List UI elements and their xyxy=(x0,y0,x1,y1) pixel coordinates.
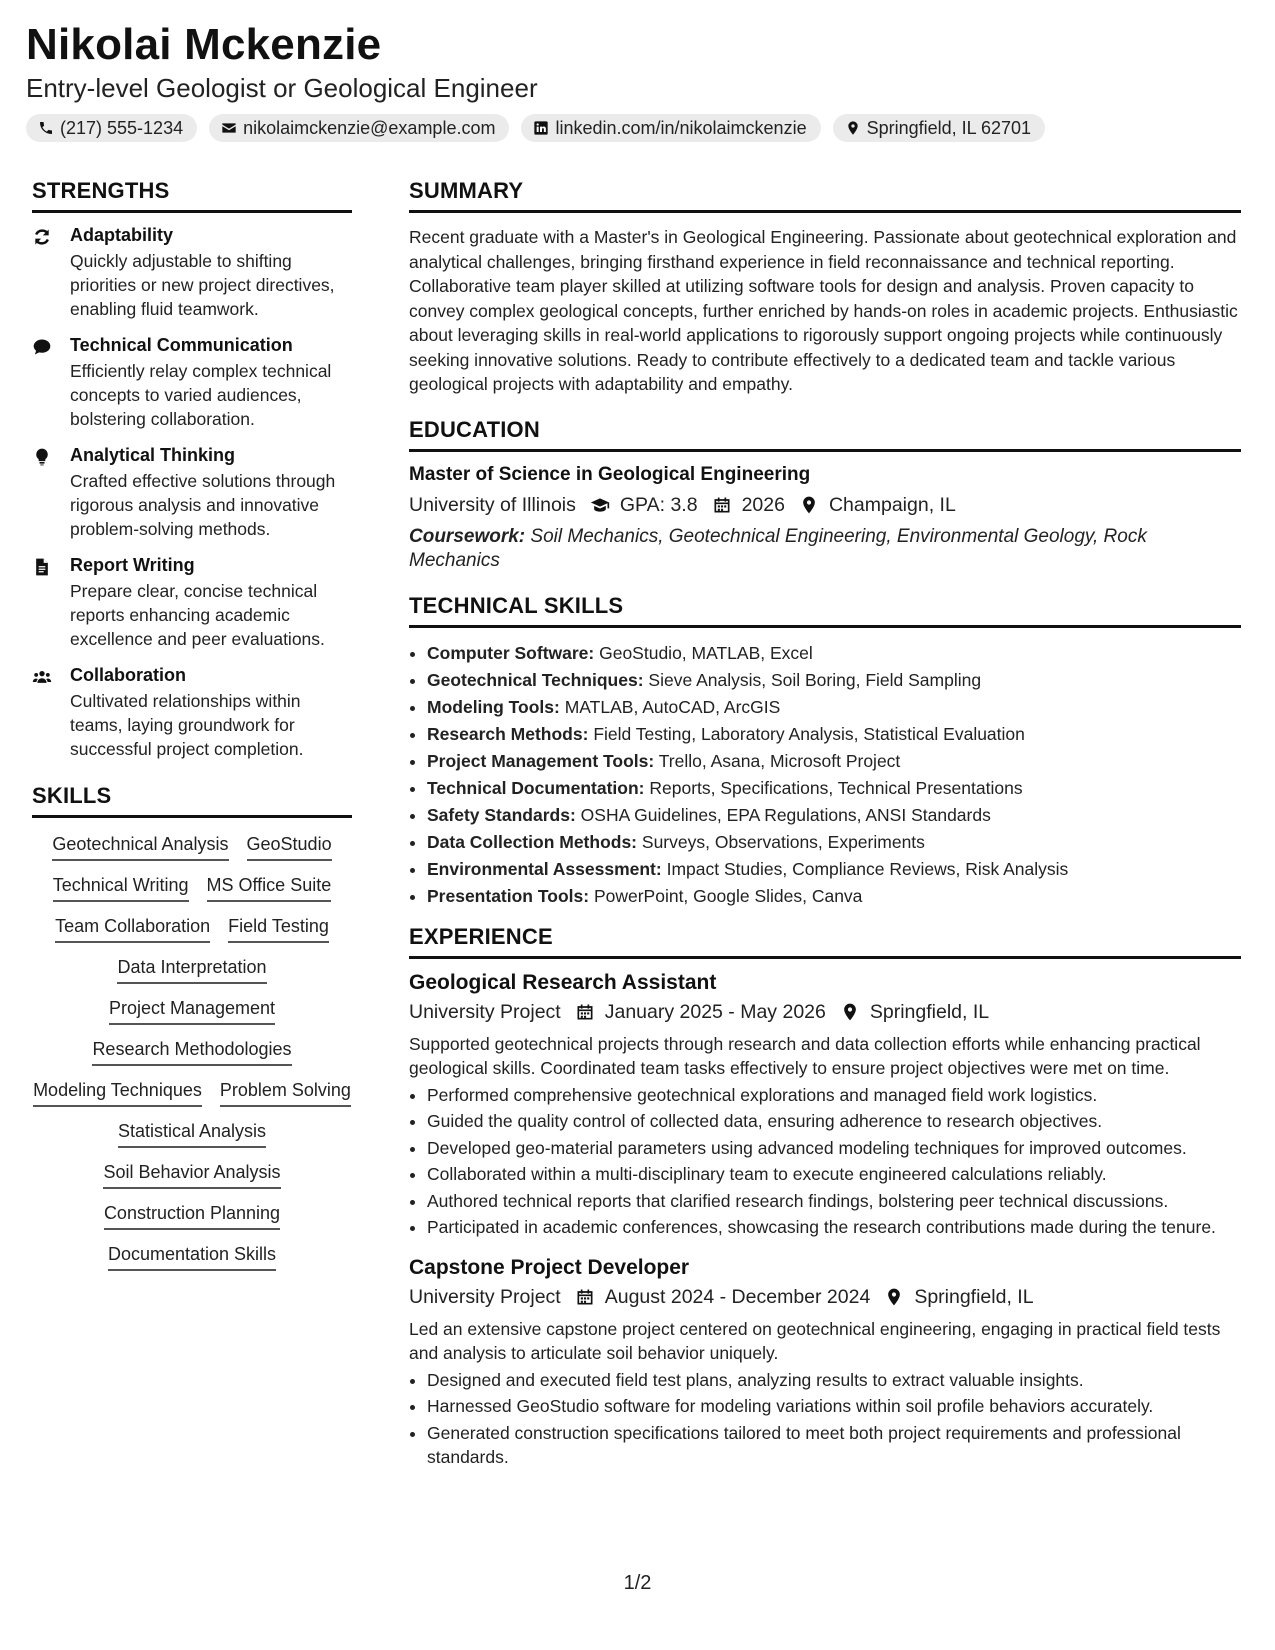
skill-tag: Data Interpretation xyxy=(117,957,266,984)
skill-tag: Modeling Techniques xyxy=(33,1080,202,1107)
job-title: Geological Research Assistant xyxy=(409,970,717,994)
strength-desc: Cultivated relationships within teams, laying groundwork for successful project completion. xyxy=(70,691,304,759)
skill-tag: Documentation Skills xyxy=(108,1244,276,1271)
tech-skill-label: Modeling Tools: xyxy=(427,696,560,717)
strength-item xyxy=(32,555,352,651)
list-item xyxy=(427,694,1241,721)
map-pin-icon xyxy=(884,1287,904,1307)
job-bullets xyxy=(409,1083,1241,1240)
degree-title: Master of Science in Geological Engineering xyxy=(409,463,811,485)
skill-tag: Research Methodologies xyxy=(92,1039,291,1066)
summary-heading: SUMMARY xyxy=(409,178,1241,213)
job-description: Led an extensive capstone project centered on geotechnical engineering, engaging in practical field tests and analysis to articulate soil behavior uniquely. xyxy=(409,1318,1221,1363)
list-item: • Developed geo-material parameters using advanced modeling techniques for improved outcomes. xyxy=(427,1136,1241,1161)
tech-skill-label: Geotechnical Techniques: xyxy=(427,669,644,690)
skill-tag: MS Office Suite xyxy=(207,875,332,902)
strength-title: Adaptability xyxy=(70,225,174,245)
job-location: Springfield, IL xyxy=(869,1000,990,1023)
technical-skills-list xyxy=(409,640,1241,910)
skill-tag: Problem Solving xyxy=(220,1080,351,1107)
coursework-label: Coursework: xyxy=(409,525,526,547)
skill-tag: Project Management xyxy=(109,998,275,1025)
left-column xyxy=(32,178,352,1271)
skills-list xyxy=(32,830,352,1271)
contact-linkedin-text: linkedin.com/in/nikolaimckenzie xyxy=(555,117,807,138)
contact-location-text: Springfield, IL 62701 xyxy=(866,117,1032,138)
coursework-list: Soil Mechanics, Geotechnical Engineering, Environmental Geology, Rock Mechanics xyxy=(409,525,1147,571)
list-item xyxy=(427,640,1241,667)
list-item: • Guided the quality control of collected data, ensuring adherence to research objectives. xyxy=(427,1109,1241,1134)
skills-heading: SKILLS xyxy=(32,783,352,818)
graduation-cap-icon xyxy=(590,495,610,515)
calendar-icon xyxy=(575,1002,595,1022)
gpa: GPA: 3.8 xyxy=(619,493,698,516)
candidate-headline: Entry-level Geologist or Geological Engineer xyxy=(26,73,538,103)
tech-skill-label: Data Collection Methods: xyxy=(427,831,638,852)
education-heading: EDUCATION xyxy=(409,417,1241,452)
job-entry xyxy=(409,971,1241,1240)
skill-tag: Field Testing xyxy=(228,916,329,943)
tech-skill-value: OSHA Guidelines, EPA Regulations, ANSI Standards xyxy=(580,804,991,825)
tech-skill-value: Impact Studies, Compliance Reviews, Risk Analysis xyxy=(666,858,1069,879)
strength-item xyxy=(32,665,352,761)
map-pin-icon xyxy=(799,495,819,515)
job-title: Capstone Project Developer xyxy=(409,1255,690,1279)
calendar-icon xyxy=(712,495,732,515)
job-location: Springfield, IL xyxy=(914,1285,1034,1308)
technical-skills-heading: TECHNICAL SKILLS xyxy=(409,593,1241,628)
strength-item xyxy=(32,335,352,431)
job-org: University Project xyxy=(409,1285,561,1308)
strength-desc: Quickly adjustable to shifting priorities or new project directives, enabling fluid teamwork. xyxy=(70,251,335,319)
strength-title: Collaboration xyxy=(70,665,186,685)
strength-desc: Prepare clear, concise technical reports enhancing academic excellence and peer evaluations. xyxy=(70,581,325,649)
calendar-icon xyxy=(575,1287,595,1307)
list-item xyxy=(427,748,1241,775)
tech-skill-label: Safety Standards: xyxy=(427,804,576,825)
envelope-icon xyxy=(221,120,237,136)
tech-skill-label: Environmental Assessment: xyxy=(427,858,662,879)
strength-desc: Crafted effective solutions through rigorous analysis and innovative problem-solving methods. xyxy=(70,471,336,539)
list-item xyxy=(427,721,1241,748)
contact-email[interactable] xyxy=(209,114,509,142)
experience-heading: EXPERIENCE xyxy=(409,924,1241,959)
contact-location xyxy=(833,114,1045,142)
tech-skill-label: Project Management Tools: xyxy=(427,750,655,771)
strength-item xyxy=(32,225,352,321)
document-icon xyxy=(32,557,52,577)
list-item xyxy=(427,802,1241,829)
list-item: • Generated construction specifications tailored to meet both project requirements and professional standards. xyxy=(427,1421,1241,1470)
page-number: 1/2 xyxy=(623,1572,652,1594)
list-item: • Collaborated within a multi-disciplinary team to execute engineered calculations reliably. xyxy=(427,1162,1241,1187)
map-pin-icon xyxy=(845,120,861,136)
job-description: Supported geotechnical projects through research and data collection efforts while enhancing practical geological skills. Coordinated team tasks effectively to ensure project objectives were met on time. xyxy=(409,1033,1201,1078)
coursework xyxy=(409,525,1241,573)
strength-title: Report Writing xyxy=(70,555,195,575)
school-name: University of Illinois xyxy=(409,493,576,516)
skill-tag: Statistical Analysis xyxy=(118,1121,266,1148)
list-item xyxy=(427,667,1241,694)
tech-skill-label: Presentation Tools: xyxy=(427,885,590,906)
job-meta xyxy=(409,1286,1241,1309)
skill-tag: Geotechnical Analysis xyxy=(52,834,228,861)
list-item xyxy=(427,856,1241,883)
list-item xyxy=(427,829,1241,856)
job-dates: August 2024 - December 2024 xyxy=(604,1285,871,1308)
list-item: • Performed comprehensive geotechnical explorations and managed field work logistics. xyxy=(427,1083,1241,1108)
strength-item xyxy=(32,445,352,541)
job-entry xyxy=(409,1256,1241,1470)
tech-skill-value: MATLAB, AutoCAD, ArcGIS xyxy=(564,696,781,717)
graduation-year: 2026 xyxy=(741,493,785,516)
tech-skill-value: Reports, Specifications, Technical Presentations xyxy=(649,777,1023,798)
list-item: • Authored technical reports that clarified research findings, bolstering peer technical discussions. xyxy=(427,1189,1241,1214)
people-icon xyxy=(32,667,52,687)
job-dates: January 2025 - May 2026 xyxy=(604,1000,826,1023)
skill-tag: GeoStudio xyxy=(247,834,332,861)
tech-skill-value: GeoStudio, MATLAB, Excel xyxy=(599,642,813,663)
skill-tag: Technical Writing xyxy=(53,875,189,902)
job-org: University Project xyxy=(409,1000,561,1023)
strength-title: Analytical Thinking xyxy=(70,445,236,465)
contact-phone-text: (217) 555-1234 xyxy=(60,117,184,138)
tech-skill-label: Research Methods: xyxy=(427,723,589,744)
tech-skill-value: Field Testing, Laboratory Analysis, Statistical Evaluation xyxy=(593,723,1025,744)
tech-skill-value: Surveys, Observations, Experiments xyxy=(641,831,925,852)
refresh-icon xyxy=(32,227,52,247)
strengths-heading: STRENGTHS xyxy=(32,178,352,213)
contact-email-text: nikolaimckenzie@example.com xyxy=(243,117,496,138)
tech-skill-value: PowerPoint, Google Slides, Canva xyxy=(593,885,863,906)
tech-skill-label: Computer Software: xyxy=(427,642,595,663)
list-item: • Harnessed GeoStudio software for modeling variations within soil profile behaviors accurately. xyxy=(427,1394,1241,1419)
job-meta xyxy=(409,1001,1241,1024)
school-location: Champaign, IL xyxy=(828,493,956,516)
list-item: • Designed and executed field test plans, analyzing results to extract valuable insights. xyxy=(427,1368,1241,1393)
linkedin-icon xyxy=(533,120,549,136)
education-meta xyxy=(409,494,1241,517)
strength-title: Technical Communication xyxy=(70,335,293,355)
right-column xyxy=(409,178,1241,1486)
list-item xyxy=(427,883,1241,910)
tech-skill-label: Technical Documentation: xyxy=(427,777,645,798)
list-item xyxy=(427,775,1241,802)
job-bullets xyxy=(409,1368,1241,1470)
strength-desc: Efficiently relay complex technical concepts to varied audiences, bolstering collaboration. xyxy=(70,361,332,429)
speech-bubble-icon xyxy=(32,337,52,357)
tech-skill-value: Trello, Asana, Microsoft Project xyxy=(658,750,901,771)
contact-phone[interactable] xyxy=(26,114,197,142)
map-pin-icon xyxy=(840,1002,860,1022)
lightbulb-icon xyxy=(32,447,52,467)
candidate-name: Nikolai Mckenzie xyxy=(26,20,382,69)
contact-bar xyxy=(26,114,1045,142)
skill-tag: Construction Planning xyxy=(104,1203,280,1230)
summary-text: Recent graduate with a Master's in Geological Engineering. Passionate about geotechnical exploration and analytical challenges, bringing firsthand experience in field reconnaissance and technical reporting. Collaborative team player skilled at utilizing software tools for design and analysis. Proven capacity to convey complex geological concepts, further enriched by hands-on roles in academic projects. Enthusiastic about leveraging skills in real-world applications to rigorously support ongoing projects while continuously seeking innovative solutions. Ready to contribute effectively to a dedicated team and tackle various geological projects with adaptability and empathy. xyxy=(409,227,1238,394)
list-item: • Participated in academic conferences, showcasing the research contributions made during the tenure. xyxy=(427,1215,1241,1240)
contact-linkedin[interactable] xyxy=(521,114,820,142)
skill-tag: Soil Behavior Analysis xyxy=(103,1162,280,1189)
tech-skill-value: Sieve Analysis, Soil Boring, Field Sampling xyxy=(648,669,982,690)
phone-icon xyxy=(38,120,54,136)
skill-tag: Team Collaboration xyxy=(55,916,210,943)
